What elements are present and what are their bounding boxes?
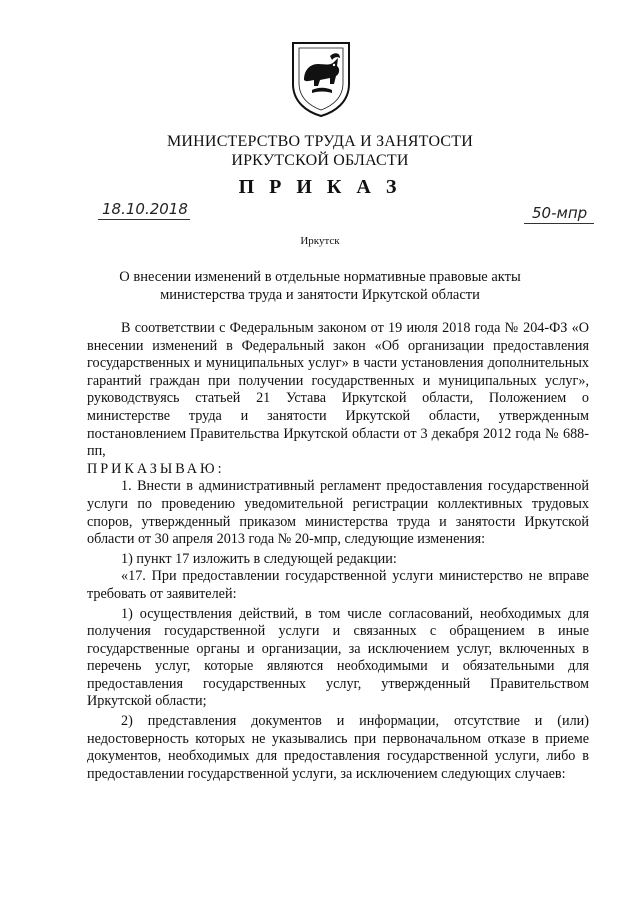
date-underline: [98, 219, 190, 220]
subject-line1: О внесении изменений в отдельные нормативные правовые акты: [119, 269, 521, 285]
paragraph-clause-17-2: 2) представления документов и информации, отсутствие и (или) недостоверность которых не указывались при первоначальном отказе в приеме документов, необходимых для предоставления государственной услуги, либо в предоставлении государственной услуги, за исключением следующих случаев:: [87, 713, 589, 782]
paragraph-item-1: 1. Внести в административный регламент предоставления государственной услуги по проведению уведомительной регистрации коллективных трудовых споров, утвержденный приказом министерства труда и занятости Иркутской области от 30 апреля 2013 года № 20-мпр, следующие изменения:: [87, 478, 589, 548]
preamble-paragraph: В соответствии с Федеральным законом от 19 июля 2018 года № 204-ФЗ «О внесении изменений в Федеральный закон «Об организации предоставления государственных и муниципальных услуг» в части установления дополнительных гарантий граждан при получении государственных и муниципальных услуг», руководствуясь статьей 21 Устава Иркутской области, Положением о министерстве труда и занятости Иркутской области, утвержденным постановлением Правительства Иркутской области от 3 декабря 2012 года № 688-пп,: [87, 320, 589, 460]
paragraph-clause-17-1: 1) осуществления действий, в том числе согласований, необходимых для получения государственной услуги и связанных с обращением в иные государственные органы и организации, за исключением услуг, включенных в перечень услуг, которые являются необходимыми и обязательными для предоставления государственных услуг, утвержденный Правительством Иркутской области;: [87, 605, 589, 710]
paragraph-subitem-1: 1) пункт 17 изложить в следующей редакции:: [121, 550, 397, 567]
handwritten-number: 50-мпр: [532, 204, 588, 222]
document-body: [87, 320, 589, 783]
coat-of-arms-icon: [290, 40, 352, 118]
organization-name-line1: МИНИСТЕРСТВО ТРУДА И ЗАНЯТОСТИ: [167, 133, 473, 150]
subject-line2: министерства труда и занятости Иркутской области: [160, 287, 480, 303]
handwritten-date: 18.10.2018: [102, 200, 188, 218]
paragraph-clause-17: «17. При предоставлении государственной услуги министерство не вправе требовать от заявителей:: [87, 568, 589, 602]
document-type-title: П Р И К А З: [238, 176, 402, 198]
number-underline: [524, 223, 594, 224]
order-word: ПРИКАЗЫВАЮ:: [87, 460, 225, 477]
city-label: Иркутск: [300, 235, 340, 247]
organization-name-line2: ИРКУТСКОЙ ОБЛАСТИ: [231, 152, 409, 169]
